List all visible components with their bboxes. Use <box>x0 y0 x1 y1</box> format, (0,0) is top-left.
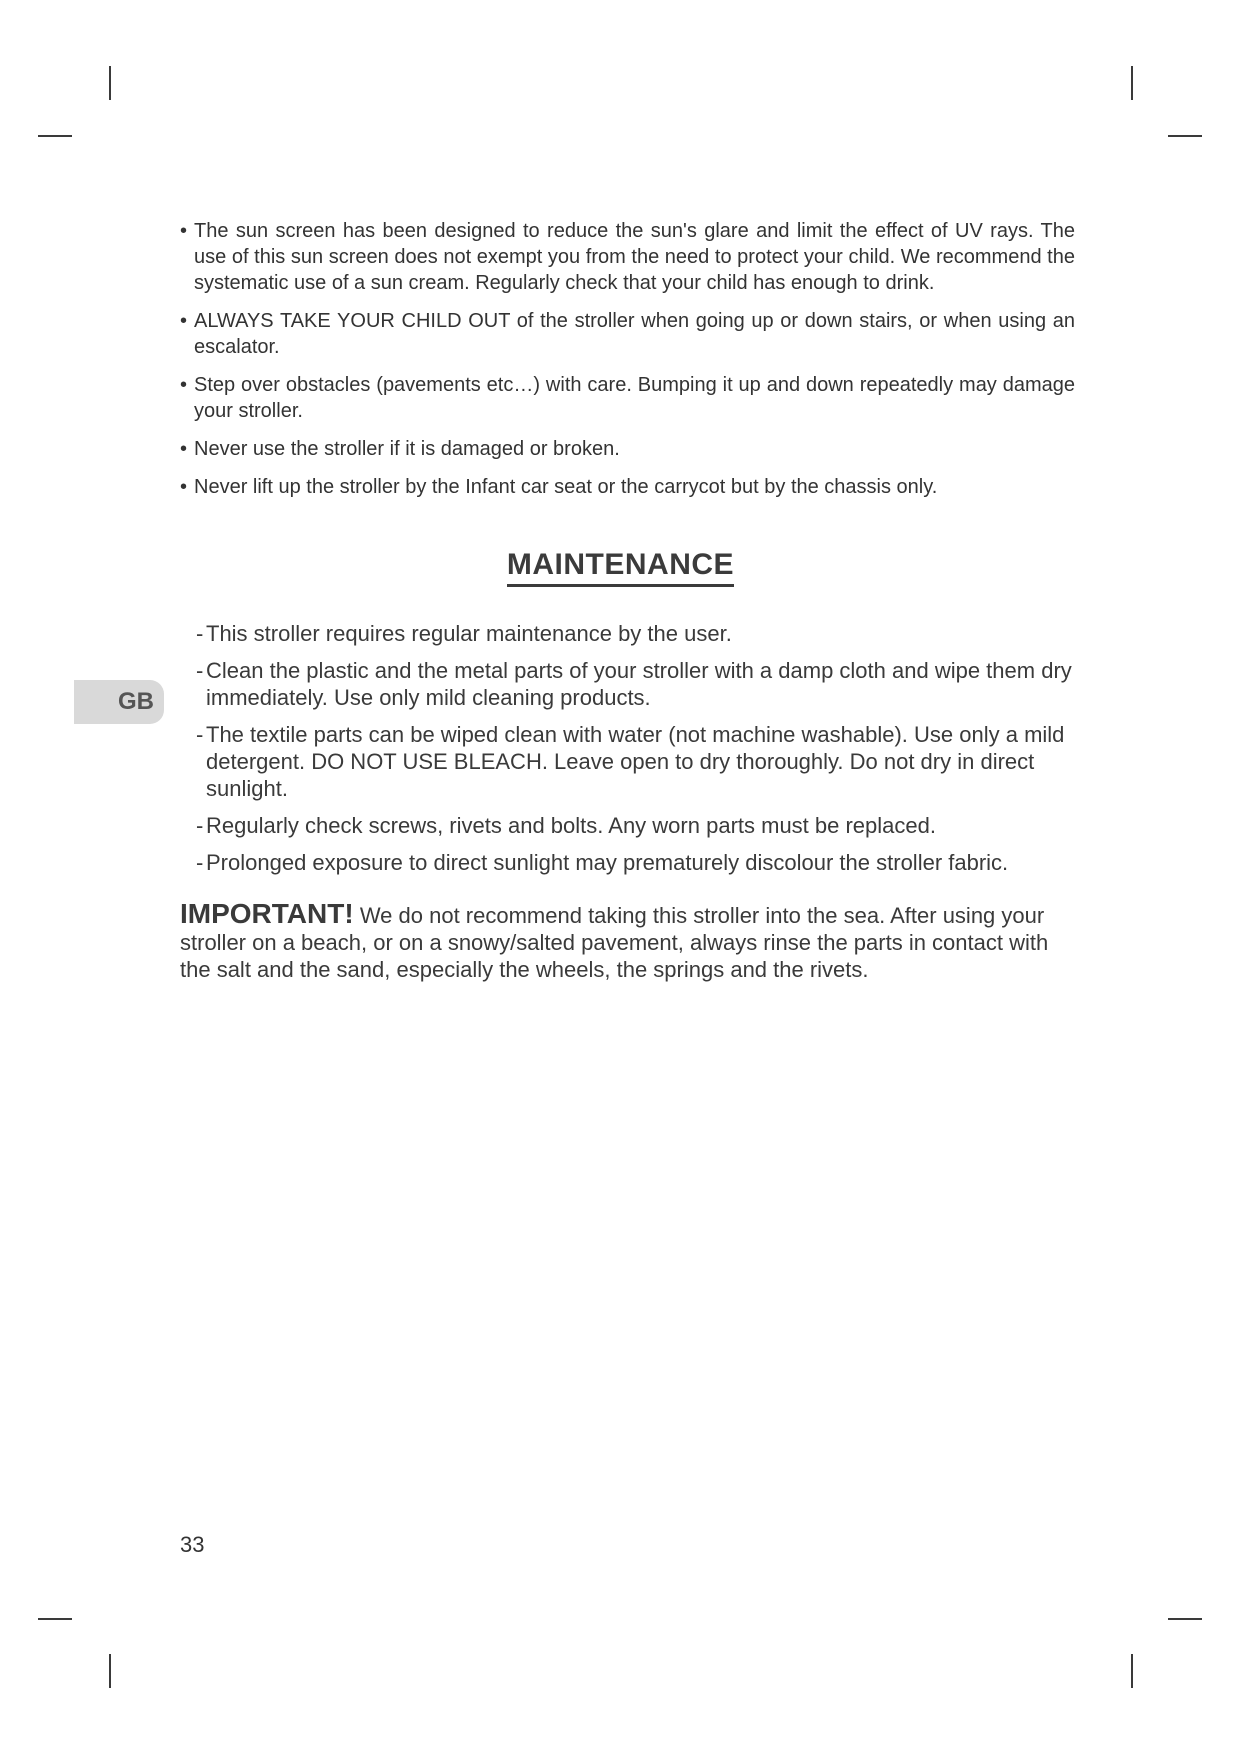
important-text: We do not recommend taking this stroller into the sea. After using your stroller on a beach, or on a snowy/salted pavement, always rinse the parts in contact with the salt and the sand, especially the wheels, the springs and the rivets. <box>180 903 1049 982</box>
safety-bullet-list <box>180 218 1075 512</box>
maintenance-heading-text: MAINTENANCE <box>507 548 734 587</box>
language-tab <box>74 680 164 724</box>
maintenance-item: - Clean the plastic and the metal parts of your stroller with a damp cloth and wipe them dry immediately. Use only mild cleaning products. <box>200 657 1080 711</box>
crop-mark-top-left-vertical <box>109 66 111 100</box>
crop-mark-bottom-right-horizontal <box>1168 1618 1202 1620</box>
important-notice <box>180 900 1080 983</box>
page-number: 33 <box>180 1532 205 1557</box>
important-label: IMPORTANT! <box>180 898 354 929</box>
crop-mark-bottom-left-horizontal <box>38 1618 72 1620</box>
maintenance-heading <box>0 548 1241 587</box>
crop-mark-top-right-horizontal <box>1168 135 1202 137</box>
crop-mark-bottom-left-vertical <box>109 1654 111 1688</box>
crop-mark-top-right-vertical <box>1131 66 1133 100</box>
maintenance-item: - This stroller requires regular maintenance by the user. <box>200 620 1080 647</box>
maintenance-list <box>200 620 1080 886</box>
safety-bullet: • Never lift up the stroller by the Infant car seat or the carrycot but by the chassis only. <box>180 474 1075 500</box>
safety-bullet: • Never use the stroller if it is damaged or broken. <box>180 436 1075 462</box>
safety-bullet: • The sun screen has been designed to reduce the sun's glare and limit the effect of UV rays. The use of this sun screen does not exempt you from the need to protect your child. We recommend the systematic use of a sun cream. Regularly check that your child has enough to drink. <box>180 218 1075 296</box>
maintenance-item: - Prolonged exposure to direct sunlight may prematurely discolour the stroller fabric. <box>200 849 1080 876</box>
maintenance-item: - The textile parts can be wiped clean with water (not machine washable). Use only a mild detergent. DO NOT USE BLEACH. Leave open to dry thoroughly. Do not dry in direct sunlight. <box>200 721 1080 802</box>
language-tab-label: GB <box>118 688 154 715</box>
crop-mark-top-left-horizontal <box>38 135 72 137</box>
safety-bullet: • ALWAYS TAKE YOUR CHILD OUT of the stroller when going up or down stairs, or when using an escalator. <box>180 308 1075 360</box>
safety-bullet: • Step over obstacles (pavements etc…) with care. Bumping it up and down repeatedly may damage your stroller. <box>180 372 1075 424</box>
crop-mark-bottom-right-vertical <box>1131 1654 1133 1688</box>
maintenance-item: - Regularly check screws, rivets and bolts. Any worn parts must be replaced. <box>200 812 1080 839</box>
